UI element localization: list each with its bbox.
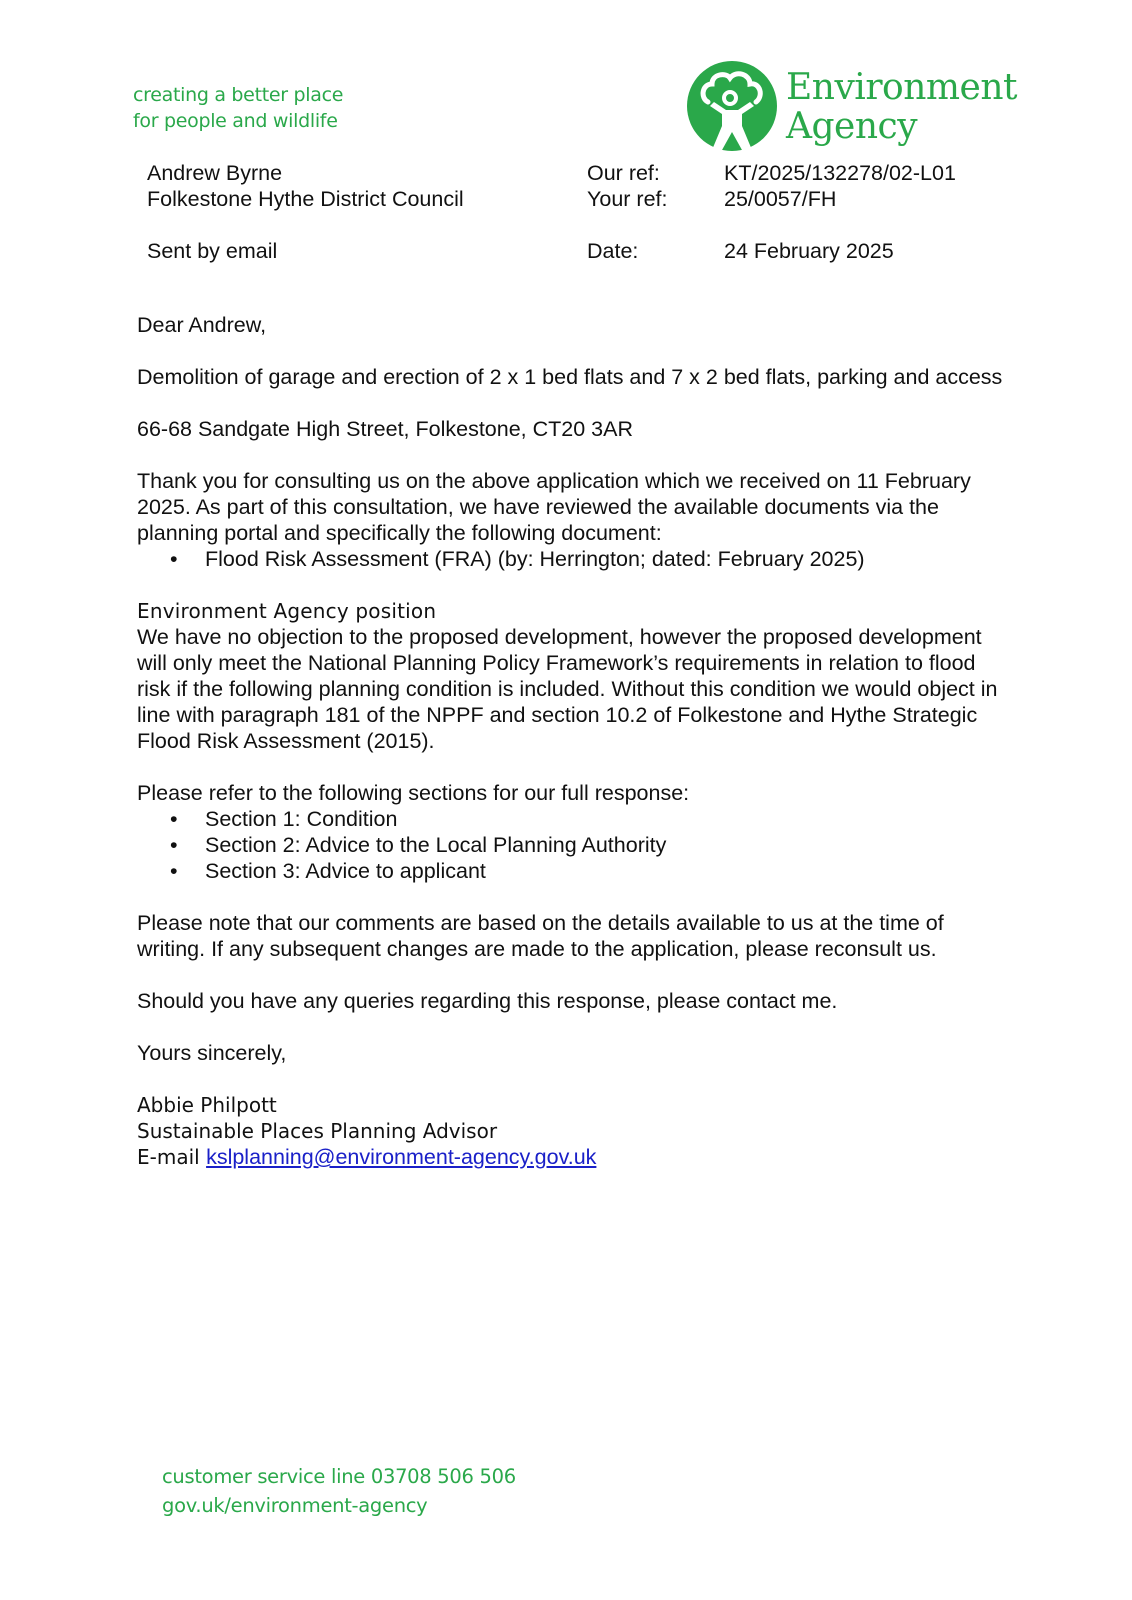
subject: Demolition of garage and erection of 2 x 1 bed flats and 7 x 2 bed flats, parking and access (137, 365, 1003, 389)
position-paragraph: We have no objection to the proposed development, however the proposed development will only meet the National Planning Policy Framework’s requirements in relation to flood risk if the following planning condition is included. Without this condition we would object in line with paragraph 181 of the NPPF and section 10.2 of Folkestone and Hythe Strategic Flood Risk Assessment (2015). (137, 625, 998, 753)
sections-list (137, 806, 1007, 884)
recipient-address (147, 160, 464, 264)
section-item: • Section 3: Advice to applicant (205, 858, 1007, 884)
intro-paragraph: Thank you for consulting us on the above application which we received on 11 February 2025. As part of this consultation, we have reviewed the available documents via the planning portal and specifically the following document: (137, 469, 971, 545)
tagline (133, 82, 343, 134)
signatory-name: Abbie Philpott (137, 1093, 277, 1117)
logo-line-2: Agency (786, 106, 918, 147)
footer (162, 1462, 516, 1520)
tree-person-icon (686, 60, 778, 152)
queries-paragraph: Should you have any queries regarding this response, please contact me. (137, 989, 838, 1013)
customer-service-line: customer service line 03708 506 506 (162, 1465, 516, 1488)
date-label: Date: (587, 239, 639, 263)
documents-list (137, 546, 1007, 572)
site-address: 66-68 Sandgate High Street, Folkestone, CT20 3AR (137, 417, 633, 441)
email-label: E-mail (137, 1145, 200, 1169)
recipient-organisation: Folkestone Hythe District Council (147, 187, 464, 211)
our-ref-value: KT/2025/132278/02-L01 (724, 161, 956, 185)
closing: Yours sincerely, (137, 1041, 287, 1065)
letter-body (137, 312, 1007, 1170)
document-item: • Flood Risk Assessment (FRA) (by: Herrington; dated: February 2025) (205, 546, 1007, 572)
your-ref-value: 25/0057/FH (724, 187, 837, 211)
logo-wordmark (786, 68, 1017, 146)
note-paragraph: Please note that our comments are based on the details available to us at the time of writing. If any subsequent changes are made to the application, please reconsult us. (137, 911, 944, 961)
date-value: 24 February 2025 (724, 239, 894, 263)
tagline-line-2: for people and wildlife (133, 110, 338, 132)
section-item: • Section 1: Condition (205, 806, 1007, 832)
signature-block (137, 1092, 1007, 1170)
footer-website: gov.uk/environment-agency (162, 1494, 428, 1517)
sections-intro: Please refer to the following sections for our full response: (137, 781, 690, 805)
your-ref-label: Your ref: (587, 187, 668, 211)
salutation: Dear Andrew, (137, 313, 267, 337)
our-ref-label: Our ref: (587, 161, 660, 185)
logo-line-1: Environment (786, 67, 1017, 108)
tagline-line-1: creating a better place (133, 84, 344, 106)
section-item: • Section 2: Advice to the Local Planning Authority (205, 832, 1007, 858)
reference-block (587, 160, 956, 264)
delivery-method: Sent by email (147, 239, 278, 263)
recipient-name: Andrew Byrne (147, 161, 283, 185)
signatory-title: Sustainable Places Planning Advisor (137, 1119, 498, 1143)
position-heading: Environment Agency position (137, 599, 437, 623)
email-link[interactable]: kslplanning@environment-agency.gov.uk (206, 1145, 597, 1169)
environment-agency-logo (686, 60, 1026, 156)
